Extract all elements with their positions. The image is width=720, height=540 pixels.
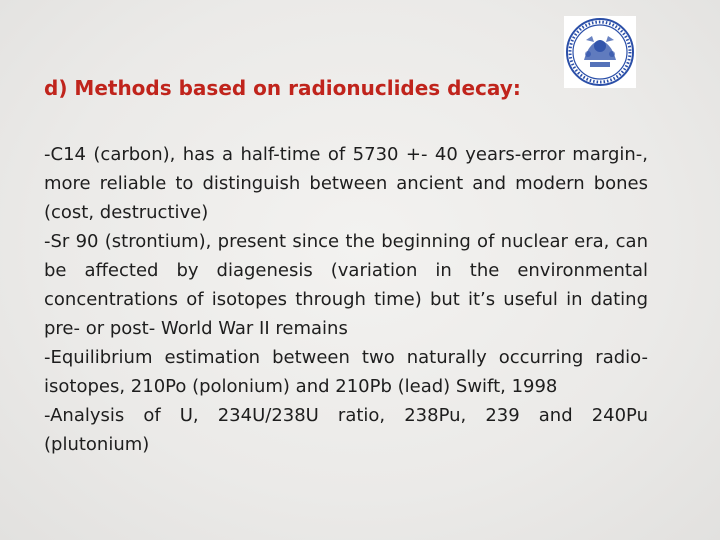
slide-title: d) Methods based on radionuclides decay: [44,76,521,100]
slide-body [44,140,648,459]
paragraph-sr90: -Sr 90 (strontium), present since the beginning of nuclear era, can be affected by diagenesis (variation in the environmental concentrations of isotopes through time) but it’s useful in dating pre- or post- World War II remains [44,231,648,339]
paragraph-c14: -C14 (carbon), has a half-time of 5730 +- 40 years-error margin-, more reliable to distinguish between ancient and modern bones (cost, destructive) [44,144,648,223]
university-seal-icon [564,16,636,88]
paragraph-equilibrium: -Equilibrium estimation between two naturally occurring radio-isotopes, 210Po (polonium) and 210Pb (lead) Swift, 1998 [44,347,648,397]
paragraph-uranium: -Analysis of U, 234U/238U ratio, 238Pu, 239 and 240Pu (plutonium) [44,405,648,455]
